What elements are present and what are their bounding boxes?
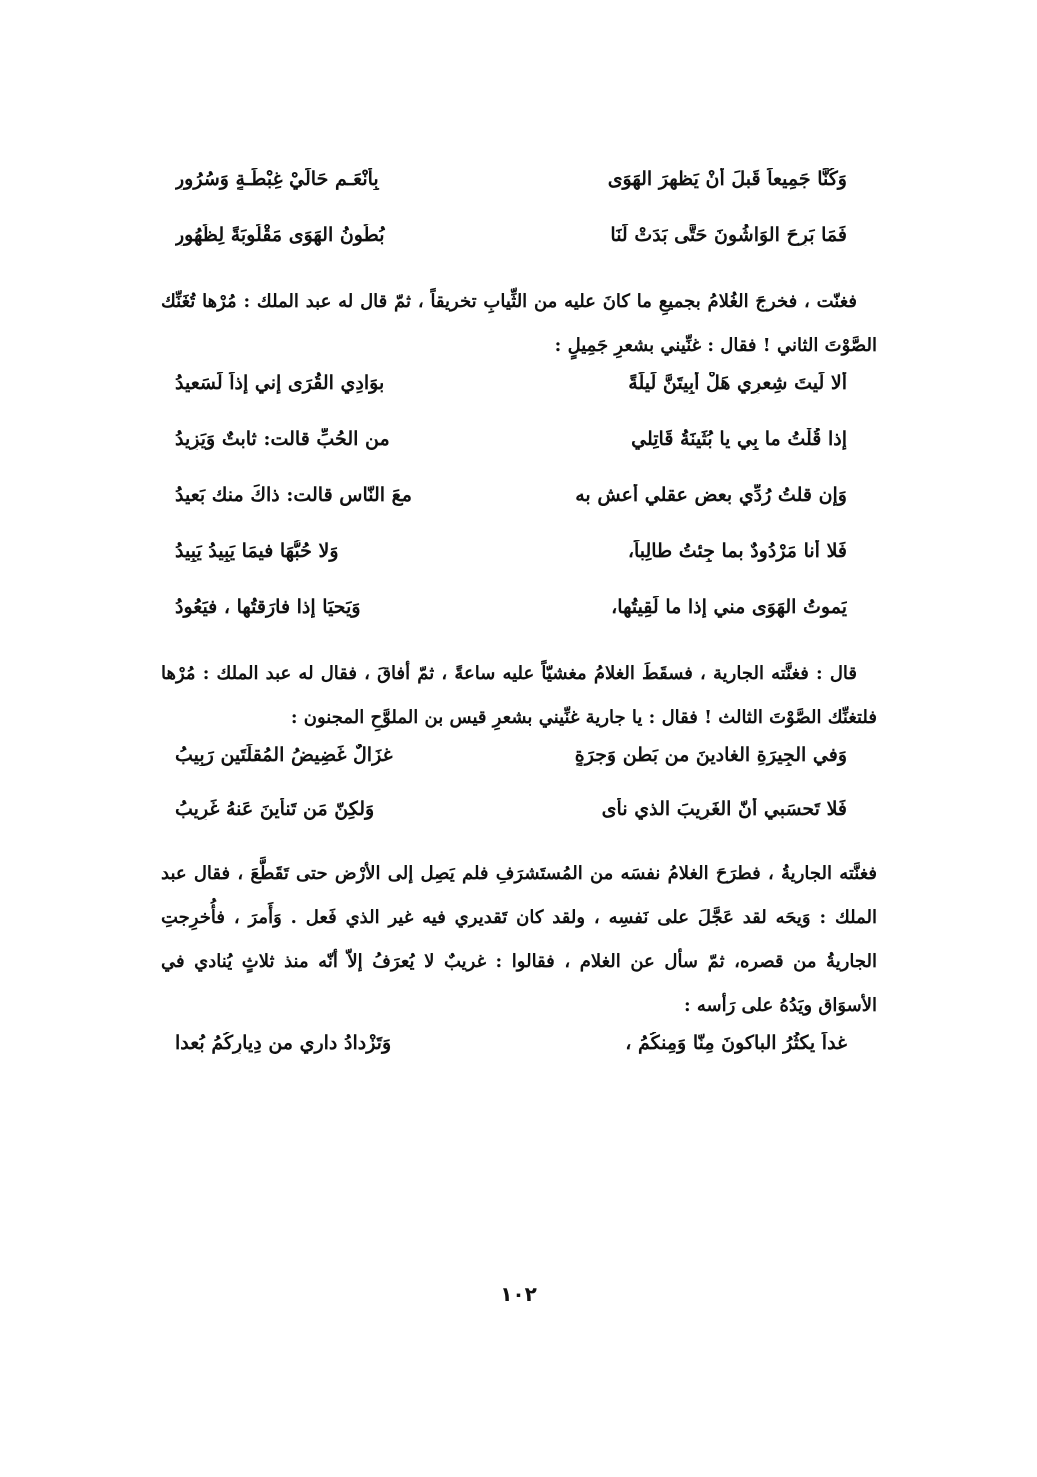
paragraph: فغنَّته الجاريةُ ، فطرَحَ الغلامُ نفسَه من المُستَشرَفِ فلم يَصِل إلى الأرْض حتى تَقَطَّعَ ، فقال عبد الملك : وَيحَه لقد عَجَّلَ على نَفسِه ، ولقد كان تَقديري فيه غير الذي فَعل . وَأَمرَ ، فأُخرِجتِ الجاريةُ من قصره، ثمّ سأل عن الغلام ، فقالوا : غريبٌ لا يُعرَفُ إلاّ أنّه منذ ثلاثٍ يُنادي في الأسوَاق ويَدُهُ على رَأسه : xyxy=(161,863,877,1016)
verse-line xyxy=(161,168,877,224)
verse-first-hemistich: وَكُنَّا جَمِيعاً قَبلَ أَنْ يَظهرَ الهَوَى xyxy=(607,168,847,190)
verse-first-hemistich: ألا لَيتَ شِعرِي هَلْ أَبِيتَنَّ لَيلَةً xyxy=(628,372,847,394)
verse-first-hemistich: فَمَا بَرِحَ الوَاشُونَ حَتَّى بَدَتْ لَنَا xyxy=(610,224,847,246)
page-number: ١٠٢ xyxy=(500,1282,537,1306)
page-text xyxy=(161,168,877,1088)
verse-second-hemistich: غزَالٌ غَضِيضُ المُقلَتَينِ رَبِيبُ xyxy=(175,744,393,766)
verse-second-hemistich: وَلا حُبُّهَا فيمَا يَبِيدُ يَبِيدُ xyxy=(175,540,339,562)
verse-first-hemistich: غداً يكثُرُ الباكونَ مِنّا وَمِنكُمُ ، xyxy=(625,1032,847,1054)
verse-second-hemistich: من الحُبِّ قالت: ثابتٌ وَيَزِيدُ xyxy=(175,428,390,450)
verse-first-hemistich: وَإن قلتُ رُدِّي بعض عقلي أعش به xyxy=(575,484,847,506)
verse-line xyxy=(161,224,877,280)
verse-line xyxy=(161,1032,877,1088)
verse-first-hemistich: يَموتُ الهَوَى مني إذا ما لَقِيتُها، xyxy=(611,596,847,618)
verse-line xyxy=(161,744,877,798)
verse-first-hemistich: إذا قُلْتُ ما بِي يا بُثَينَةُ قَاتِلي xyxy=(631,428,847,450)
verse-line xyxy=(161,798,877,852)
verse-line xyxy=(161,596,877,652)
verse-second-hemistich: وَلكِنّ مَن تَنأينَ عَنهُ غَرِيبُ xyxy=(175,798,375,820)
verse-line xyxy=(161,484,877,540)
paragraph: فغنّت ، فخرجَ الغُلامُ بجميعِ ما كانَ عليه من الثِّيابِ تخريقاً ، ثمّ قال له عبد الملك : مُرْها تُغَنِّك الصَّوْتَ الثاني ! فقال : غنِّيني بشعرِ جَمِيلٍ : xyxy=(161,291,877,356)
verse-second-hemistich: معَ النّاسِ قالت: ذاكَ منك بَعيدُ xyxy=(175,484,412,506)
verse-line xyxy=(161,428,877,484)
verse-second-hemistich: وَتَزْدادُ داري من دِيارِكُمُ بُعدا xyxy=(175,1032,392,1054)
verse-line xyxy=(161,372,877,428)
paragraph: قال : فغنَّته الجارية ، فسقَطَ الغلامُ مغشيّاً عليه ساعةً ، ثمّ أفاقَ ، فقال له عبد الملك : مُرْها فلتغنِّك الصَّوْتَ الثالث ! فقال : يا جارية غنِّيني بشعرِ قيس بن الملوَّحِ المجنون : xyxy=(161,663,877,728)
verse-second-hemistich: وَيَحيَا إذا فارَقتُها ، فيَعُودُ xyxy=(175,596,361,618)
verse-second-hemistich: بِأَنْعَـم حَالَيْ غِبْطَـةٍ وَسُرُورِ xyxy=(175,168,379,190)
verse-first-hemistich: وَفي الجِيرَةِ الغادينَ من بَطنِ وَجرَةٍ xyxy=(574,744,847,766)
verse-first-hemistich: فَلا تَحسَبي أنّ الغَرِيبَ الذي نأى xyxy=(601,798,847,820)
verse-second-hemistich: بوَادِي القُرَى إني إذاً لَسَعيدُ xyxy=(175,372,385,394)
verse-first-hemistich: فَلا أنا مَرْدُودٌ بما جِئتُ طالِباً، xyxy=(627,540,847,562)
verse-second-hemistich: بُطُونُ الهَوَى مَقْلُوبَةً لِظُهُورِ xyxy=(175,224,385,246)
verse-line xyxy=(161,540,877,596)
